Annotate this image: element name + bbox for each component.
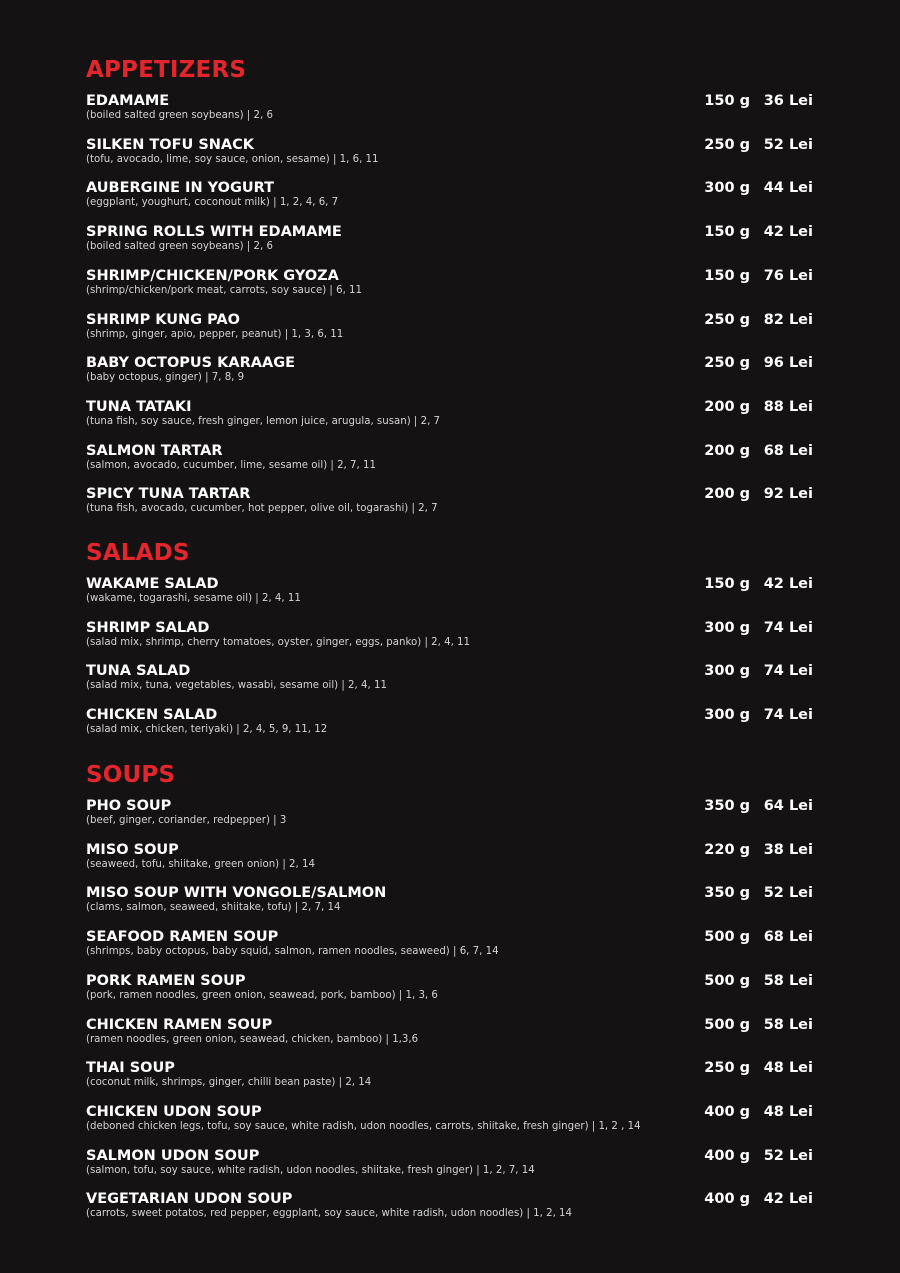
item-name: SALMON UDON SOUP	[86, 1147, 260, 1164]
menu-item	[0, 1147, 900, 1187]
item-price: 68 Lei	[763, 442, 813, 459]
item-price: 58 Lei	[763, 1016, 813, 1033]
item-price: 88 Lei	[763, 398, 813, 415]
item-weight: 500 g	[704, 929, 750, 946]
item-description: (baby octopus, ginger) | 7, 8, 9	[86, 372, 245, 384]
menu-item	[0, 575, 900, 615]
item-name: WAKAME SALAD	[86, 576, 219, 592]
item-price: 52 Lei	[763, 1147, 813, 1164]
item-name: SHRIMP SALAD	[86, 619, 210, 636]
item-weight: 300 g	[704, 663, 750, 680]
item-price: 42 Lei	[763, 576, 813, 592]
item-description: (seaweed, tofu, shiitake, green onion) | 2, 14	[86, 858, 315, 870]
menu-item	[0, 1103, 900, 1143]
item-name: PORK RAMEN SOUP	[86, 972, 246, 989]
item-name: TUNA SALAD	[86, 663, 191, 680]
item-price: 74 Lei	[763, 663, 813, 680]
item-price: 48 Lei	[763, 1060, 813, 1077]
item-name: VEGETARIAN UDON SOUP	[86, 1191, 293, 1208]
item-name: SHRIMP/CHICKEN/PORK GYOZA	[86, 267, 339, 284]
item-price: 36 Lei	[763, 93, 813, 109]
item-price: 52 Lei	[763, 136, 813, 153]
item-name: TUNA TATAKI	[86, 398, 192, 415]
menu-item	[0, 1016, 900, 1056]
item-weight: 150 g	[704, 224, 750, 241]
item-price: 68 Lei	[763, 929, 813, 946]
menu-item	[0, 136, 900, 176]
item-description: (tuna fish, soy sauce, fresh ginger, lemon juice, arugula, susan) | 2, 7	[86, 415, 441, 427]
item-price: 64 Lei	[763, 798, 813, 814]
menu-item	[0, 92, 900, 132]
item-name: EDAMAME	[86, 93, 170, 109]
item-weight: 200 g	[704, 486, 750, 503]
menu-item	[0, 662, 900, 702]
item-name: SPICY TUNA TARTAR	[86, 486, 251, 503]
item-weight: 250 g	[704, 355, 750, 372]
menu-item	[0, 706, 900, 746]
item-price: 42 Lei	[763, 1191, 813, 1208]
item-price: 76 Lei	[763, 267, 813, 284]
item-name: CHICKEN UDON SOUP	[86, 1103, 262, 1120]
item-weight: 400 g	[704, 1103, 750, 1120]
item-description: (wakame, togarashi, sesame oil) | 2, 4, 11	[86, 593, 301, 604]
item-name: AUBERGINE IN YOGURT	[86, 180, 275, 197]
item-weight: 500 g	[704, 1016, 750, 1033]
item-weight: 300 g	[704, 180, 750, 197]
menu-item	[0, 972, 900, 1012]
menu-item	[0, 179, 900, 219]
item-weight: 220 g	[704, 841, 750, 858]
item-name: SHRIMP KUNG PAO	[86, 311, 240, 328]
menu-item	[0, 884, 900, 924]
item-description: (clams, salmon, seaweed, shiitake, tofu) | 2, 7, 14	[86, 902, 341, 914]
item-description: (tofu, avocado, lime, soy sauce, onion, sesame) | 1, 6, 11	[86, 153, 379, 165]
item-name: BABY OCTOPUS KARAAGE	[86, 355, 296, 372]
item-weight: 400 g	[704, 1147, 750, 1164]
menu-item	[0, 1190, 900, 1230]
item-weight: 400 g	[704, 1191, 750, 1208]
item-weight: 500 g	[704, 972, 750, 989]
section-title: SOUPS	[86, 762, 176, 788]
item-price: 74 Lei	[763, 619, 813, 636]
item-name: CHICKEN SALAD	[86, 707, 218, 724]
item-price: 52 Lei	[763, 885, 813, 902]
item-description: (shrimps, baby octopus, baby squid, salmon, ramen noodles, seaweed) | 6, 7, 14	[86, 946, 499, 958]
item-price: 44 Lei	[763, 180, 813, 197]
item-description: (boiled salted green soybeans) | 2, 6	[86, 241, 273, 253]
item-description: (salmon, avocado, cucumber, lime, sesame oil) | 2, 7, 11	[86, 459, 376, 471]
item-name: MISO SOUP WITH VONGOLE/SALMON	[86, 885, 387, 902]
item-name: THAI SOUP	[86, 1060, 175, 1077]
item-name: SILKEN TOFU SNACK	[86, 136, 255, 153]
item-description: (beef, ginger, coriander, redpepper) | 3	[86, 815, 287, 826]
item-description: (salmon, tofu, soy sauce, white radish, udon noodles, shiitake, fresh ginger) | 1, 2, 7, 14	[86, 1164, 535, 1176]
item-price: 92 Lei	[763, 486, 813, 503]
item-price: 42 Lei	[763, 224, 813, 241]
item-weight: 150 g	[704, 93, 750, 109]
item-name: SEAFOOD RAMEN SOUP	[86, 929, 279, 946]
item-description: (salad mix, shrimp, cherry tomatoes, oyster, ginger, eggs, panko) | 2, 4, 11	[86, 636, 471, 648]
item-description: (coconut milk, shrimps, ginger, chilli bean paste) | 2, 14	[86, 1077, 372, 1089]
menu-item	[0, 223, 900, 263]
item-weight: 200 g	[704, 398, 750, 415]
item-weight: 200 g	[704, 442, 750, 459]
menu-item	[0, 267, 900, 307]
menu-item	[0, 841, 900, 881]
item-name: CHICKEN RAMEN SOUP	[86, 1016, 273, 1033]
item-description: (eggplant, youghurt, coconout milk) | 1, 2, 4, 6, 7	[86, 197, 339, 209]
item-description: (shrimp, ginger, apio, pepper, peanut) | 1, 3, 6, 11	[86, 328, 344, 340]
item-price: 74 Lei	[763, 707, 813, 724]
item-description: (carrots, sweet potatos, red pepper, eggplant, soy sauce, white radish, udon noodles) | 1, 2, 14	[86, 1208, 573, 1220]
item-weight: 300 g	[704, 707, 750, 724]
item-description: (pork, ramen noodles, green onion, seawead, pork, bamboo) | 1, 3, 6	[86, 989, 438, 1001]
menu-item	[0, 928, 900, 968]
item-weight: 250 g	[704, 136, 750, 153]
item-name: SALMON TARTAR	[86, 442, 223, 459]
item-weight: 150 g	[704, 576, 750, 592]
menu-item	[0, 485, 900, 525]
menu-item	[0, 797, 900, 837]
menu-item	[0, 398, 900, 438]
item-weight: 300 g	[704, 619, 750, 636]
item-price: 58 Lei	[763, 972, 813, 989]
item-price: 82 Lei	[763, 311, 813, 328]
item-weight: 250 g	[704, 311, 750, 328]
item-description: (ramen noodles, green onion, seawead, chicken, bamboo) | 1,3,6	[86, 1033, 419, 1045]
item-weight: 350 g	[704, 798, 750, 814]
section-title: APPETIZERS	[86, 57, 247, 83]
item-weight: 250 g	[704, 1060, 750, 1077]
item-name: SPRING ROLLS WITH EDAMAME	[86, 224, 342, 241]
item-description: (boiled salted green soybeans) | 2, 6	[86, 110, 273, 121]
item-description: (deboned chicken legs, tofu, soy sauce, white radish, udon noodles, carrots, shiitake, fresh ginger) | 1, 2 , 14	[86, 1120, 641, 1132]
item-price: 38 Lei	[763, 841, 813, 858]
item-description: (salad mix, chicken, teriyaki) | 2, 4, 5, 9, 11, 12	[86, 724, 328, 736]
item-name: PHO SOUP	[86, 798, 172, 814]
item-description: (shrimp/chicken/pork meat, carrots, soy sauce) | 6, 11	[86, 284, 363, 296]
menu-item	[0, 311, 900, 351]
item-description: (tuna fish, avocado, cucumber, hot pepper, olive oil, togarashi) | 2, 7	[86, 503, 438, 515]
menu-item	[0, 619, 900, 659]
section-title: SALADS	[86, 540, 190, 566]
item-description: (salad mix, tuna, vegetables, wasabi, sesame oil) | 2, 4, 11	[86, 680, 387, 692]
item-price: 48 Lei	[763, 1103, 813, 1120]
item-name: MISO SOUP	[86, 841, 179, 858]
menu-item	[0, 442, 900, 482]
item-price: 96 Lei	[763, 355, 813, 372]
menu-item	[0, 354, 900, 394]
menu-item	[0, 1059, 900, 1099]
item-weight: 350 g	[704, 885, 750, 902]
item-weight: 150 g	[704, 267, 750, 284]
